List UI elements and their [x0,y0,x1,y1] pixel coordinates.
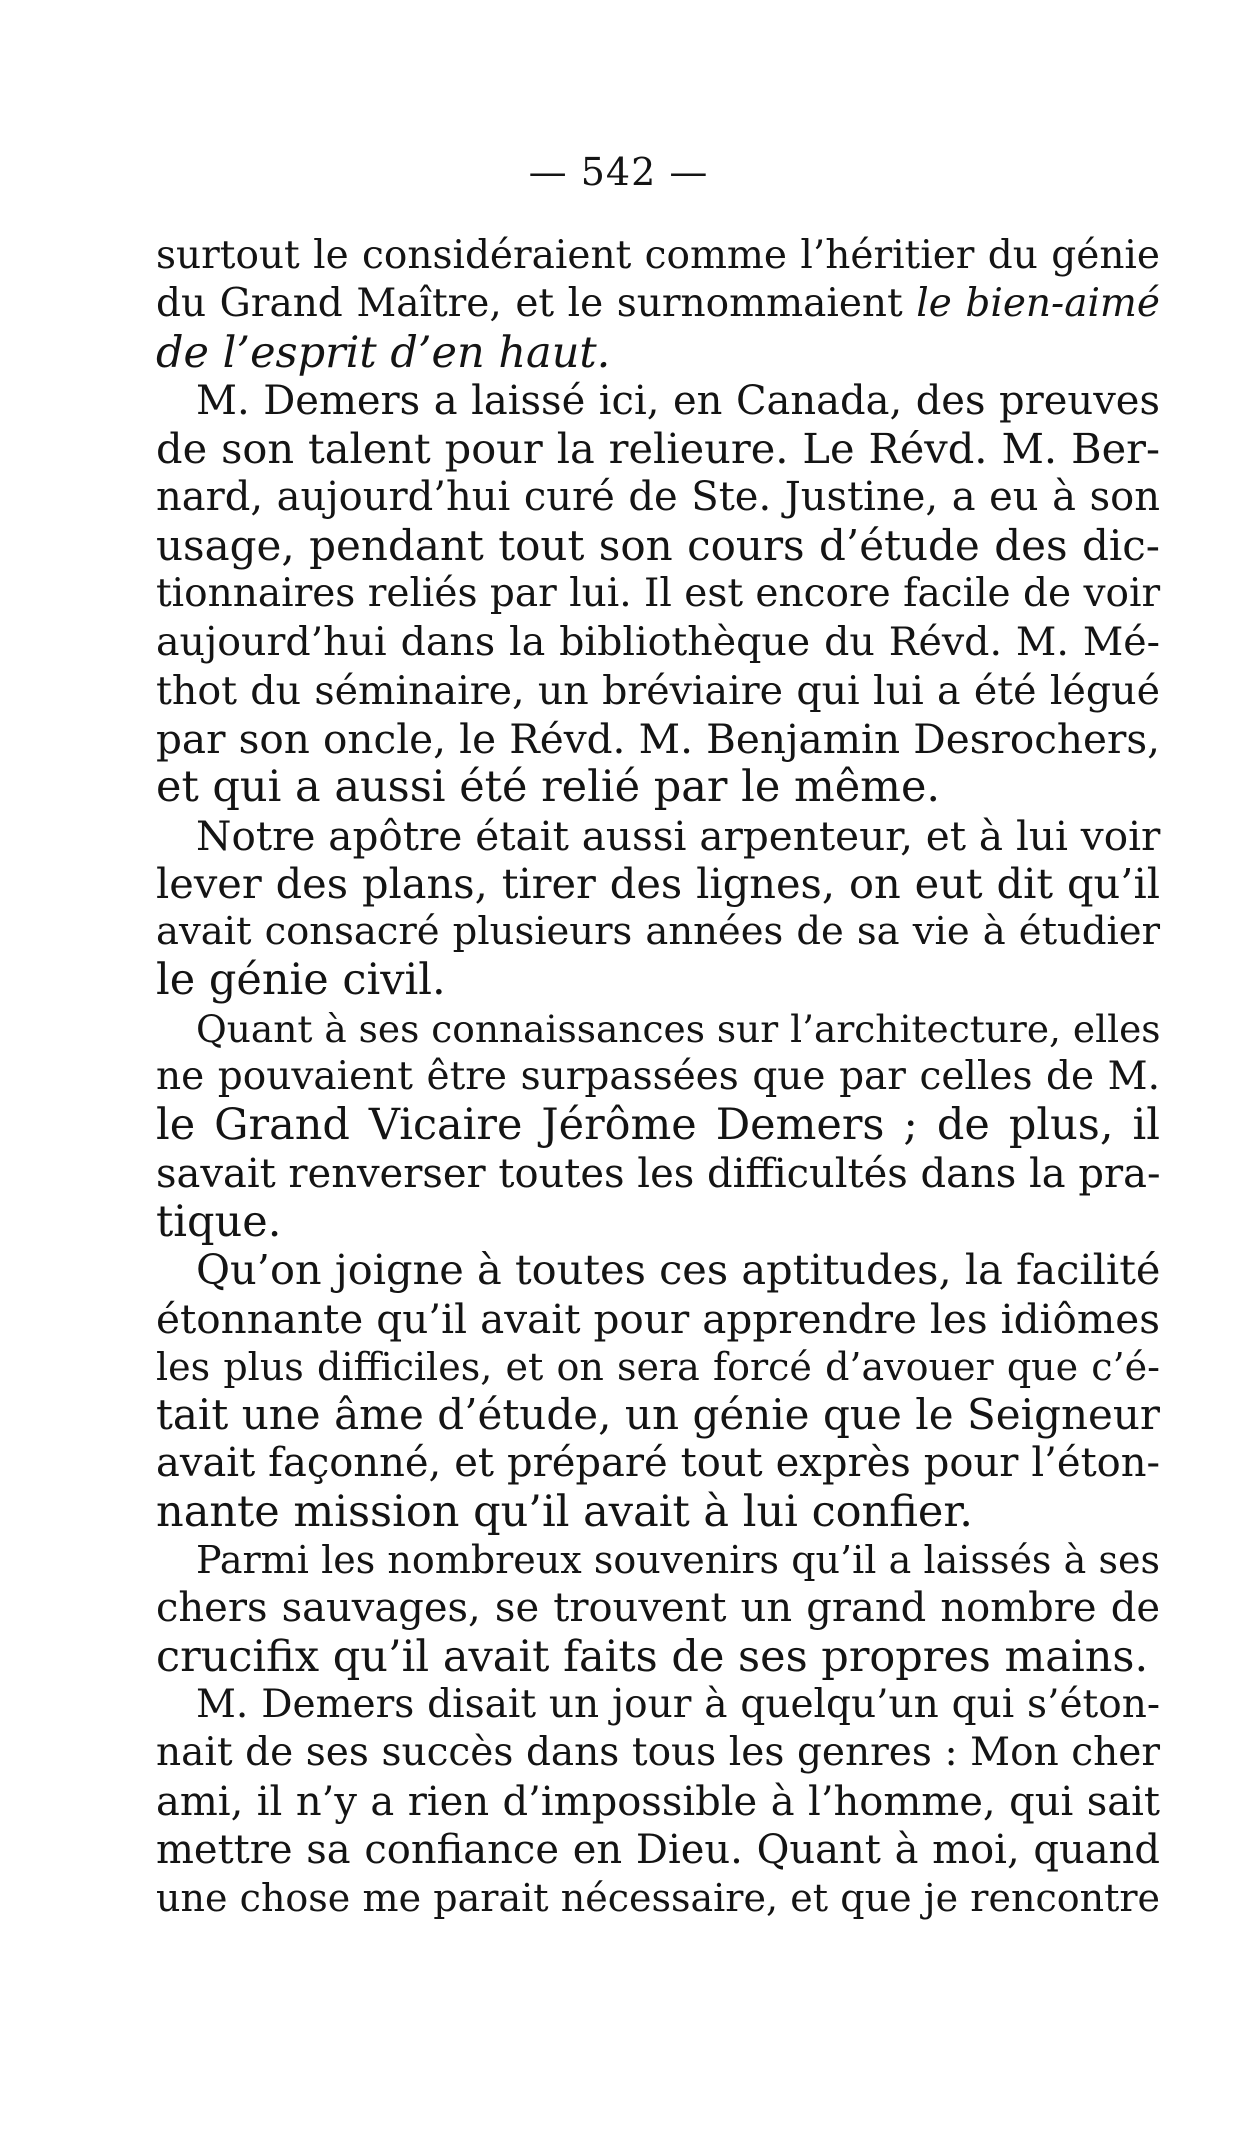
line-text: et qui a aussi été relié par le même. [156,762,941,813]
text-line [156,473,1160,521]
text-line [156,570,1160,618]
line-text: par son oncle, le Révd. M. Benjamin Desrochers, [156,714,1160,763]
text-line [156,1005,1160,1053]
line-text: avait consacré plusieurs années de sa vie à étudier [156,909,1160,955]
line-text: thot du séminaire, un bréviaire qui lui a été légué [156,667,1160,714]
line-text: le génie civil. [156,955,446,1006]
text-line [156,1874,1160,1922]
text-line [156,763,1160,811]
line-text: nante mission qu’il avait à lui confier. [156,1486,973,1537]
line-text: Qu’on joigne à toutes ces aptitudes, la facilité [196,1245,1161,1295]
line-text: tionnaires reliés par lui. Il est encore facile de voir [156,571,1161,617]
page-number: — 542 — [528,150,709,194]
text-line [156,522,1160,570]
line-text: de son talent pour la relieure. Le Révd. M. Ber- [156,424,1160,474]
line-text: tait une âme d’étude, un génie que le Seigneur [156,1390,1160,1440]
line-text: chers sauvages, se trouvent un grand nombre de [156,1585,1160,1632]
line-text: ami, il n’y a rien d’impossible à l’homme, qui sait [156,1778,1160,1825]
text-line [156,1246,1160,1294]
line-text: nard, aujourd’hui curé de Ste. Justine, a eu à son [156,474,1160,521]
text-line [156,232,1160,280]
text-line [156,1633,1160,1681]
line-text: du Grand Maître, et le surnommaient [156,281,903,327]
text-line [156,956,1160,1004]
text-line [156,1295,1160,1343]
text-line [156,1053,1160,1101]
line-text: Quant à ses connaissances sur l’architecture, elles [196,1006,1161,1051]
line-text: Parmi les nombreux souvenirs qu’il a laissés à ses [196,1538,1160,1583]
text-line [156,1150,1160,1198]
text-line [156,1729,1160,1777]
line-text: avait façonné, et préparé tout exprès pour l’éton- [156,1440,1160,1487]
line-text: crucifix qu’il avait faits de ses propres mains. [156,1631,1149,1682]
line-text: tique. [156,1196,282,1247]
text-line [156,377,1160,425]
line-text: étonnante qu’il avait pour apprendre les idiômes [156,1294,1160,1343]
line-text: lever des plans, tirer des lignes, on eut dit qu’il [156,858,1160,908]
line-text: savait renverser toutes les difficultés dans la pra- [156,1150,1161,1197]
text-line [156,618,1160,666]
text-line [156,1101,1160,1149]
line-text: une chose me parait nécessaire, et que je rencontre [156,1876,1160,1921]
text-line [156,1343,1160,1391]
text-line [156,1584,1160,1632]
text-line [156,860,1160,908]
text-line [156,1681,1160,1729]
text-line [156,1826,1160,1874]
line-text: le Grand Vicaire Jérôme Demers ; de plus, il [156,1100,1160,1151]
text-line [156,1536,1160,1584]
line-text: M. Demers disait un jour à quelqu’un qui s’éton- [196,1681,1160,1727]
text-line [156,1198,1160,1246]
line-text: mettre sa confiance en Dieu. Quant à moi, quand [156,1826,1160,1873]
italic-text: le bien-aimé [916,281,1160,327]
line-text: Notre apôtre était aussi arpenteur, et à lui voir [196,811,1161,860]
line-text: les plus difficiles, et on sera forcé d’avouer que c’é- [156,1344,1160,1389]
text-line [156,280,1160,328]
text-line [156,425,1160,473]
body-text [156,232,1160,1922]
line-text: aujourd’hui dans la bibliothèque du Révd. M. Mé- [156,619,1160,666]
line-text: nait de ses succès dans tous les genres : Mon cher [156,1730,1160,1776]
line-text: surtout le considéraient comme l’héritier du génie [156,233,1160,278]
text-line [156,715,1160,763]
text-line [156,1778,1160,1826]
text-line [156,1488,1160,1536]
italic-text: de l’esprit d’en haut. [156,327,611,378]
text-line [156,812,1160,860]
line-text: ne pouvaient être surpassées que par celles de M. [156,1054,1160,1100]
text-line [156,329,1160,377]
text-line [156,1391,1160,1439]
line-text: M. Demers a laissé ici, en Canada, des preuves [196,377,1160,424]
text-line [156,908,1160,956]
text-line [156,1439,1160,1487]
text-line [156,667,1160,715]
line-text: usage, pendant tout son cours d’étude des dic- [156,520,1160,570]
